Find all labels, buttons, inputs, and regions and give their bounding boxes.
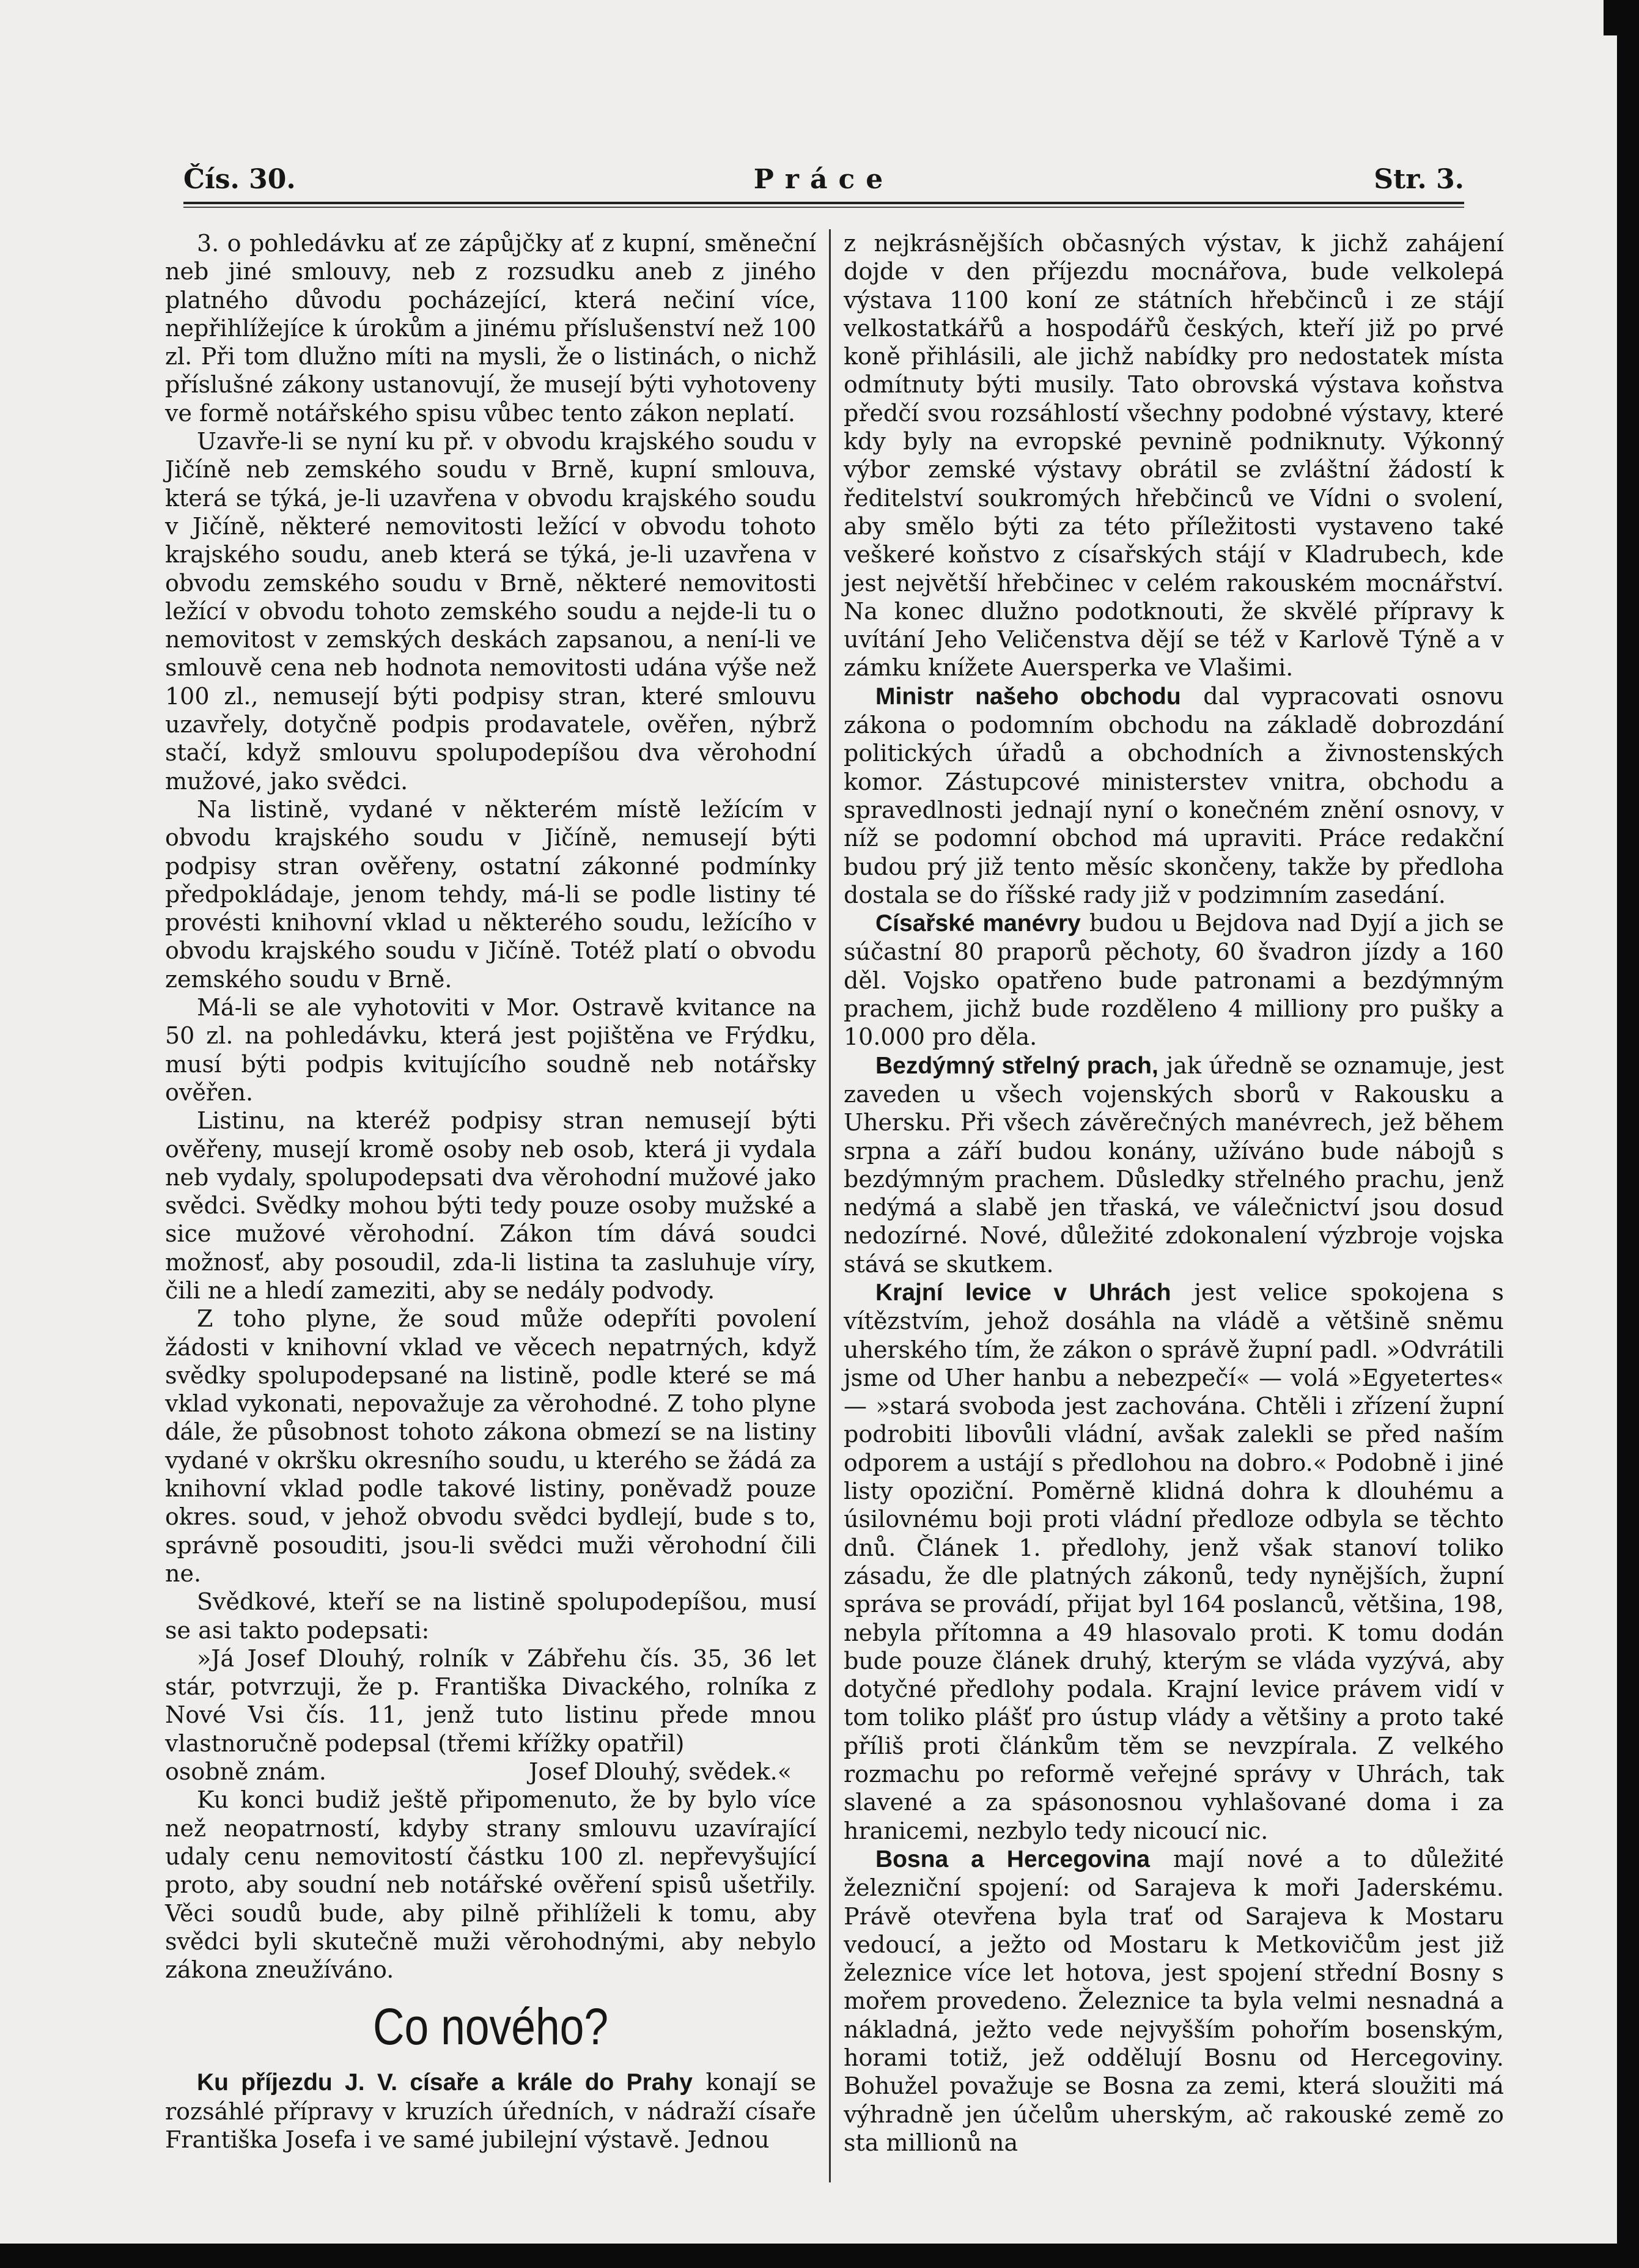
left-column: [165, 229, 816, 2154]
scan-border-right: [1617, 0, 1639, 2268]
header-rule: [183, 202, 1464, 204]
scan-corner-mark: [1604, 0, 1617, 35]
news-lead: Ministr našeho obchodu: [875, 683, 1181, 710]
page-number: Str. 3.: [1374, 164, 1464, 195]
news-lead: Krajní levice v Uhrách: [875, 1279, 1171, 1306]
news-text: jest velice spokojena s vítězstvím, jehož dosáhla na vládě a většině sněmu uherského tím, že zákon o správě župní padl. »Odvrátili jsme od Uher hanbu a nebezpečí« — volá »Egyetertes« — »stará svoboda jest zachována. Chtěli i zřízení župní podrobiti libovůli vládní, avšak zalekli se před naším odporem a ustájí s předlohou na dobro.« Podobně i jiné listy opoziční. Poměrně klidná dohra k dlouhému a úsilovnému boji proti vládní předloze odbyla se těchto dnů. Článek 1. předlohy, jenž však stanoví toliko zásadu, že dle platných zákonů, tedy nynějších, župní správa se provádí, přijat byl 164 poslanců, většina, 198, nebyla přítomna a 49 hlasovalo proti. K tomu dodán bude pouze článek druhý, kterým se vláda vyzývá, aby dotyčné předlohy podala. Krajní levice právem vidí v tom toliko plášť pro ústup vlády a většiny a proto také příliš proti článkům těm se nevzpírala. Z velkého rozmachu po reformě veřejné správy v Uhrách, tak slavené a za spásonosnou vyhlašované doma i za hranicemi, nezbylo tedy nicoucí nic.: [844, 1278, 1504, 1844]
news-lead: Bezdýmný střelný prach,: [875, 1052, 1158, 1079]
news-item: [844, 909, 1504, 1051]
right-column: [844, 229, 1504, 2157]
header-rule-thin: [183, 207, 1464, 208]
news-lead: Ku příjezdu J. V. císaře a krále do Prahy: [197, 2069, 693, 2096]
paragraph: Na listině, vydané v některém místě ležícím v obvodu krajského soudu v Jičíně, nemusejí býti podpisy stran ověřeny, ostatní zákonné podmínky předpokládaje, jenom tehdy, má-li se podle listiny té provésti knihovní vklad u některého soudu, ležícího v obvodu krajského soudu v Jičíně. Totéž platí o obvodu zemského soudu v Brně.: [165, 795, 816, 993]
news-text: konají se rozsáhlé přípravy v kruzích úředních, v nádraží císaře Františka Josefa i ve samé jubilejní výstavě. Jednou: [165, 2069, 816, 2153]
running-header: [183, 164, 1464, 201]
paragraph: Uzavře-li se nyní ku př. v obvodu krajského soudu v Jičíně neb zemského soudu v Brně, kupní smlouva, která se týká, je-li uzavřena v obvodu krajského soudu v Jičíně, některé nemovitosti ležící v obvodu tohoto krajského soudu, aneb která se týká, je-li uzavřena v obvodu zemského soudu v Brně, některé nemovitosti ležící v obvodu tohoto zemského soudu a nejde-li tu o nemovitost v zemských deskách zapsanou, a není-li ve smlouvě cena neb hodnota nemovitosti udána výše než 100 zl., nemusejí býti podpisy stran, které smlouvu uzavřely, dotyčně podpis prodavatele, ověřen, nýbrž stačí, když smlouvu spolupodepíšou dva věrohodní mužové, jako svědci.: [165, 428, 816, 795]
signature-line: [165, 1758, 816, 1786]
paragraph-continued: z nejkrásnějších občasných výstav, k jichž zahájení dojde v den příjezdu mocnářova, bude velkolepá výstava 1100 koní ze státních hřebčinců i ze stájí velkostatkářů a hospodářů českých, kteří již po prvé koně přihlásili, ale jichž nabídky pro nedostatek místa odmítnuty býti musily. Tato obrovská výstava koňstva předčí svou rozsáhlostí všechny podobné výstavy, které kdy byly na evropské pevnině podniknuty. Výkonný výbor zemské výstavy obrátil se zvláštní žádostí k ředitelství soukromých hřebčinců ve Vídni o svolení, aby smělo býti za této příležitosti vystaveno také veškeré koňstvo z císařských stájí v Kladrubech, kde jest největší hřebčinec v celém rakouském mocnářství. Na konec dlužno podotknouti, že skvělé přípravy k uvítání Jeho Veličenstva dějí se též v Karlově Týně a v zámku knížete Auersperka ve Vlašimi.: [844, 230, 1504, 682]
news-item: [844, 1051, 1504, 1278]
witness-statement: »Já Josef Dlouhý, rolník v Zábřehu čís. 35, 36 let stár, potvrzuji, že p. Františka Divackého, rolníka z Nové Vsi čís. 11, jenž tuto listinu přede mnou vlastnoručně podepsal (třemi křížky opatřil): [165, 1644, 816, 1757]
issue-number: Čís. 30.: [183, 164, 296, 195]
paragraph: Z toho plyne, že soud může odepříti povolení žádosti v knihovní vklad ve věcech nepatrných, když svědky spolupodepsané na listině, podle které se má vklad vykonati, nepovažuje za věrohodné. Z toho plyne dále, že působnost tohoto zákona obmezí se na listiny vydané v okršku okresního soudu, u kterého se žádá za knihovní vklad podle takové listiny, poněvadž pouze okres. soud, v jehož obvodu svědci bydlejí, bude s to, správně posouditi, jsou-li svědci muži věrohodní čili ne.: [165, 1305, 816, 1587]
news-item: [165, 2068, 816, 2154]
news-lead: Císařské manévry: [875, 910, 1081, 937]
paragraph: Listinu, na kteréž podpisy stran nemusejí býti ověřeny, musejí kromě osoby neb osob, která ji vydala neb vydaly, spolupodepsati dva věrohodní mužové jako svědci. Svědky mohou býti tedy pouze osoby mužské a sice mužové věrohodní. Zákon tím dává soudci možnosť, aby posoudil, zda-li listina ta zasluhuje víry, čili ne a hledí zameziti, aby se nedály podvody.: [165, 1107, 816, 1304]
news-text: mají nové a to důležité železniční spojení: od Sarajeva k moři Jaderskému. Právě otevřena byla trať od Sarajeva k Mostaru vedoucí, a ježto od Mostaru k Metkovičům jest již železnice více let hotova, jest spojení střední Bosny s mořem provedeno. Železnice ta byla velmi nesnadná a nákladná, ježto vede nejvyšším pohořím bosenským, horami totiž, jež oddělují Bosnu od Hercegoviny. Bohužel považuje se Bosna za zemi, která sloužiti má výhradně jen účelům uherským, ač rakouské země zo sta millionů na: [844, 1845, 1504, 2156]
paragraph: Ku konci budiž ještě připomenuto, že by bylo více než neopatrností, kdyby strany smlouvu uzavírající udaly cenu nemovitostí částku 100 zl. nepřevyšující proto, aby soudní neb notářské ověření spisů ušetřily. Věci soudů bude, aby pilně přihlíželi k tomu, aby svědci byli skutečně muži věrohodnými, aby nebylo zákona zneužíváno.: [165, 1786, 816, 1984]
signature-left: osobně znám.: [165, 1758, 326, 1786]
news-item: [844, 1278, 1504, 1845]
newspaper-title: Práce: [753, 164, 894, 195]
paragraph: Svědkové, kteří se na listině spolupodepíšou, musí se asi takto podepsati:: [165, 1588, 816, 1644]
news-item: [844, 682, 1504, 909]
paragraph: 3. o pohledávku ať ze zápůjčky ať z kupní, směneční neb jiné smlouvy, neb z rozsudku aneb z jiného platného důvodu pocházející, která nečiní více, nepřihlížejíce k úrokům a jinému příslušenství než 100 zl. Při tom dlužno míti na mysli, že o listinách, o nichž příslušné zákony ustanovují, že musejí býti vyhotoveny ve formě notářského spisu vůbec tento zákon neplatí.: [165, 230, 816, 427]
news-text: jak úředně se oznamuje, jest zaveden u všech vojenských sborů v Rakousku a Uhersku. Při všech závěrečných manévrech, jež během srpna a září budou konány, užíváno bude nábojů s bezdýmným prachem. Důsledky střelného prachu, jenž nedýmá a slabě jen třaská, ve válečnictví jsou dosud nedozírné. Nové, důležité zdokonalení výzbroje vojska stává se skutkem.: [844, 1051, 1504, 1278]
scan-border-bottom: [0, 2244, 1639, 2268]
signature-right: Josef Dlouhý, svědek.«: [529, 1758, 792, 1786]
news-item: [844, 1845, 1504, 2157]
news-lead: Bosna a Hercegovina: [875, 1846, 1150, 1872]
news-text: dal vypracovati osnovu zákona o podomním obchodu na základě dobrozdání politických úřadů a obchodních a živnostenských komor. Zástupcové ministerstev vnitra, obchodu a spravedlnosti jednají nyní o konečném znění osnovy, v níž se podomní obchod má upraviti. Práce redakční budou prý již tento měsíc skončeny, takže by předloha dostala se do říšské rady již v podzimním zasedání.: [844, 682, 1504, 908]
news-text: budou u Bejdova nad Dyjí a jich se súčastní 80 praporů pěchoty, 60 švadron jízdy a 160 děl. Vojsko opatřeno bude patronami a bezdýmným prachem, jichž bude rozděleno 4 milliony pro pušky a 10.000 pro děla.: [844, 910, 1504, 1051]
section-heading: Co nového?: [372, 1998, 609, 2056]
paragraph: Má-li se ale vyhotoviti v Mor. Ostravě kvitance na 50 zl. na pohledávku, která jest pojištěna ve Frýdku, musí býti podpis kvitujícího soudně neb notářsky ověřen.: [165, 994, 816, 1106]
column-divider: [829, 229, 831, 2182]
